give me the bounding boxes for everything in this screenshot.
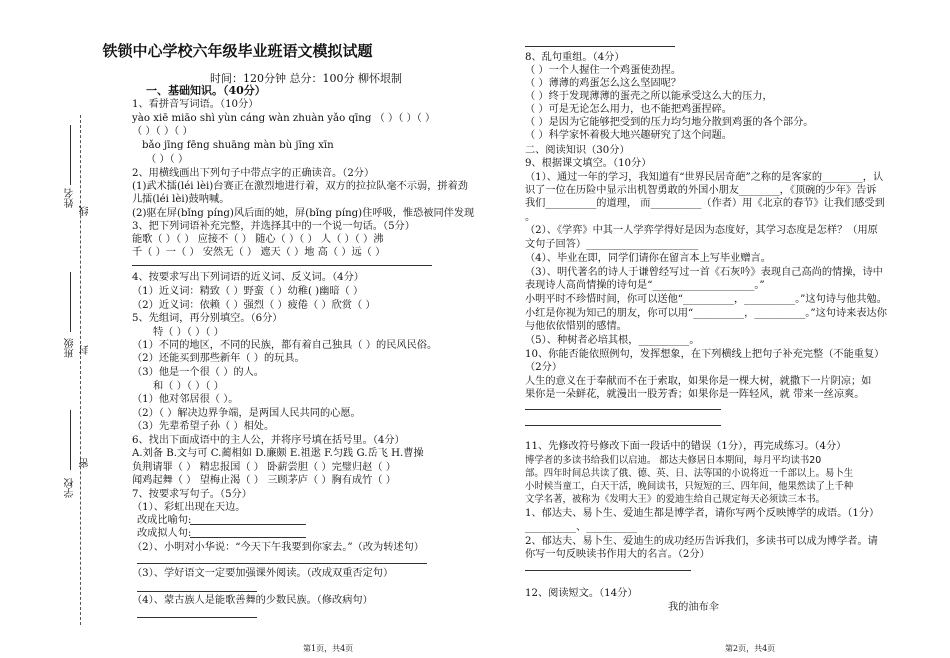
sentence-answer-line[interactable] <box>132 265 432 266</box>
example-sentence: 人生的意义在于奉献而不在于索取，如果你是一棵大树，就撒下一片阴凉；如 <box>525 376 872 387</box>
name-blank[interactable] <box>70 125 72 185</box>
person-options: A.刘备 B.文与可 C.蔺相如 D.廉颇 E.祖逖 F.匀践 G.岳飞 H.曹操 <box>132 448 424 459</box>
question-text: （2）（ ）解决边界争端，是两国人民共同的心愿。 <box>132 408 361 419</box>
question-text: （3）、明代著名的诗人于谦曾经写过一首《石灰吟》表现自己高尚的情操，诗中 <box>525 267 883 278</box>
question-text: 识了一位在历险中显示出机智勇敢的外国小朋友________，《顶碗的少年》告诉 <box>525 185 877 196</box>
question-text: 与他依依惜别的感情。 <box>525 321 627 332</box>
question-text: （4）、毕业在即，同学们请你在留言本上写毕业赠言。 <box>525 253 771 264</box>
page-footer-right: 第2页，共4页 <box>725 644 776 653</box>
question-text: （3）先辈希望子孙（ ）相处。 <box>132 421 275 432</box>
top-rule <box>525 46 675 47</box>
passage-text: 小时候当童工，白天干活，晚间读书，只短短的三、四年间，他果然读了上千种 <box>525 481 854 492</box>
question-text: (1)武术擂(léi lèi)台赛正在激烈地进行着，双方的拉拉队毫不示弱，拼着劲 <box>132 181 468 192</box>
idiom-fill-line: 千（ ）一（ ） 安然无（ ） 遮天（ ）地 高（ ）远（ ） <box>132 247 386 258</box>
question-text: 2、郁达夫、易卜生、爱迪生的成功经历告诉我们，多读书可以成为博学者。请 <box>525 536 878 547</box>
reorder-line: （ ）科学家怀着极大地兴趣研究了这个问题。 <box>525 130 732 141</box>
question-text: 文句子回答）______________________ <box>525 239 699 250</box>
idiom-match-line: 闻鸡起舞（ ） 望梅止渴（ ） 三顾茅庐（ ）胸有成竹（ ） <box>132 475 396 486</box>
question-text: （2）、小明对小华说：“今天下午我要到你家去。”（改为转述句） <box>132 542 424 553</box>
question-text: （4）、蒙古族人是能歌善舞的少数民族。（修改病句） <box>132 595 373 606</box>
binding-mark-seal: 封 <box>80 345 91 355</box>
question-text: （1）、通过一年的学习，我知道有“世界民居奇葩”之称的是客家的________，认 <box>525 172 884 183</box>
question-text: 4、按要求写出下列词语的近义词、反义词。（4分） <box>132 272 364 283</box>
section-heading: 二、阅读知识（30分） <box>525 145 630 156</box>
exam-meta: 时间：120分钟 总分：100分 柳怀垠制 <box>210 72 402 85</box>
binding-mark-line: 线 <box>80 206 91 216</box>
personification-answer-line[interactable] <box>190 537 306 538</box>
question-text: 2、用横线画出下列句子中带点字的正确读音。（2分） <box>132 168 375 179</box>
idiom-match-line: 负荆请罪（ ） 精忠报国（ ） 卧薪尝胆（ ）完璧归赵（ ） <box>132 462 396 473</box>
question-text: 我们__________的道理， 而__________（作者）用《北京的春节》让我们感受到 <box>525 198 885 209</box>
metaphor-answer-line[interactable] <box>190 524 306 525</box>
question-text: 1、看拼音写词语。（10分） <box>132 99 259 110</box>
question-text: 6、找出下面成语中的主人公，并将序号填在括号里。（4分） <box>132 435 405 446</box>
answer-brackets: （ ）（ ） <box>146 154 189 165</box>
passage-title: 我的油布伞 <box>668 602 719 613</box>
question-text: （1）、彩虹出现在天边。 <box>132 502 246 513</box>
school-label: 学校 <box>65 478 76 498</box>
question-text: 11、先修改符号修改下面一段话中的错误（1分），再完成练习。（4分） <box>525 441 847 452</box>
class-blank[interactable] <box>70 272 72 332</box>
reorder-line: （ ）可是无论怎么用力，也不能把鸡蛋捏碎。 <box>525 104 732 115</box>
pinyin-line: bǎo jīng fēng shuāng màn bù jīng xīn <box>142 140 334 151</box>
question-text: 小明平时不珍惜时间，你可以送他“__________，__________。”这句诗与他共勉。 <box>525 294 887 305</box>
school-blank[interactable] <box>70 410 72 470</box>
word-group-line: 和（ ）（ ）（ ） <box>153 381 224 392</box>
question-text: （1）不同的地区，不同的民族，都有着自己独具（ ）的民风民俗。 <box>132 340 438 351</box>
question-text: （2）还能买到那些新年（ ）的玩具。 <box>132 353 305 364</box>
question-text: 12、阅读短文。（14分） <box>525 588 638 599</box>
question-text: 8、乱句重组。（4分） <box>525 52 625 63</box>
reorder-line: （ ）薄薄的鸡蛋怎么这么坚固呢？ <box>525 78 682 89</box>
passage-text: 文学名著，被称为《发明大王》的爱迪生给自己规定每天必须读三本书。 <box>525 494 826 505</box>
question-text: （2分） <box>525 362 563 373</box>
reorder-line: （ ）一个人握住一个鸡蛋使劲捏。 <box>525 65 682 76</box>
imitation-answer-line-2[interactable] <box>525 425 721 426</box>
page-footer-left: 第1页，共4页 <box>303 644 354 653</box>
question-text: （2）、《学弈》中其一人学弈学得好是因为态度好，其学习态度是怎样？（用原 <box>525 225 878 236</box>
synonym-line: （2）近义词：依赖（ ）强烈（ ）疲倦（ ）欣赏（ ） <box>132 300 376 311</box>
question-text: 表现诗人高尚情操的诗句是“____________________。” <box>525 280 765 291</box>
question-text: 10、你能否能依照例句，发挥想象，在下列横线上把句子补充完整（不能重复） <box>525 349 885 360</box>
question-text: 1、郁达夫、易卜生、爱迪生都是博学者，请你写两个反映博学的成语。（1分） <box>525 508 880 519</box>
name-label: 姓名 <box>65 188 76 208</box>
question-text: 儿擂(léi lèi)鼓呐喊。 <box>132 194 230 205</box>
question-text: (2)驱在屏(bǐng píng)风后面的她，屏(bǐng píng)住呼吸，惟恐被同伴发现 <box>132 208 475 219</box>
question-text: 改成拟人句: <box>137 528 192 539</box>
double-negative-answer-line[interactable] <box>137 591 257 592</box>
reorder-line: （ ）是因为它能够把受到的压力均匀地分散到鸡蛋的各个部分。 <box>525 117 814 128</box>
passage-text: 部。四年时间总共读了俄、德、英、日、法等国的小说将近一千部以上。易卜生 <box>525 468 854 479</box>
imitation-answer-line-1[interactable] <box>525 409 721 410</box>
question-text: 改成比喻句: <box>137 515 192 526</box>
correction-answer-line[interactable] <box>137 617 257 618</box>
synonym-line: （1）近义词：精致（ ）野蛮（ ）幼稚( )幽暗（ ） <box>132 286 364 297</box>
question-text: 。 <box>525 212 536 223</box>
question-text: （3）他是一个很（ ）的人。 <box>132 367 264 378</box>
exam-title: 铁锁中心学校六年级毕业班语文模拟试题 <box>102 42 373 60</box>
word-group-line: 特（ ）（ ）（ ） <box>153 327 224 338</box>
question-text: （1）他对邻居很（ ）。 <box>132 394 239 405</box>
passage-text: 博学者的多读书给我们以启迪。 都达夫修居日本期间，每月平均读书20 <box>525 455 822 466</box>
question-text: （5）、种树者必培其根，__________。 <box>525 335 700 346</box>
class-label: 班级 <box>65 338 76 358</box>
question-text: （3）、学好语文一定要加强课外阅读。（改成双重否定句） <box>132 568 394 579</box>
binding-mark-secret: 密 <box>80 458 91 468</box>
idiom-fill-line: 能歌（ ）（ ） 应接不（ ） 随心（ ）（ ） 人（ ）（ ）沸 <box>132 234 384 245</box>
binding-dashed-line <box>80 115 81 625</box>
pinyin-line: yào xiē miāo shì yùn cáng wàn zhuàn yǎo qīng （ ）（ ）（ ） <box>132 113 436 124</box>
question-text: 你写一句反映读书作用大的名言。（2分） <box>525 549 710 560</box>
section-heading: 一、基础知识。（40分） <box>146 84 266 97</box>
quote-answer-line[interactable] <box>525 570 691 571</box>
example-sentence: 果你是一朵鲜花，就漫出一股芳香；如果你是一阵轻风，就 带来一丝凉爽。 <box>525 389 865 400</box>
reorder-line: （ ）终于发现薄薄的蛋壳之所以能承受这么大的压力， <box>525 91 773 102</box>
answer-brackets: （ ）（ ）（ ） <box>132 126 193 137</box>
question-text: 9、根据课文填空。（10分） <box>525 158 652 169</box>
idiom-answer-blanks: __________、__________ <box>525 522 638 533</box>
question-text: 7、按要求写句子。（5分） <box>132 489 252 500</box>
question-text: 3、把下列词语补充完整，并选择其中的一个说一句话。（5分） <box>132 221 415 232</box>
reported-speech-answer-line[interactable] <box>137 563 427 564</box>
question-text: 小红是你视为知己的朋友，你可以用“__________，__________。”这句诗来表达你 <box>525 308 887 319</box>
question-text: 5、先组词，再分别填空。（6分） <box>132 313 283 324</box>
